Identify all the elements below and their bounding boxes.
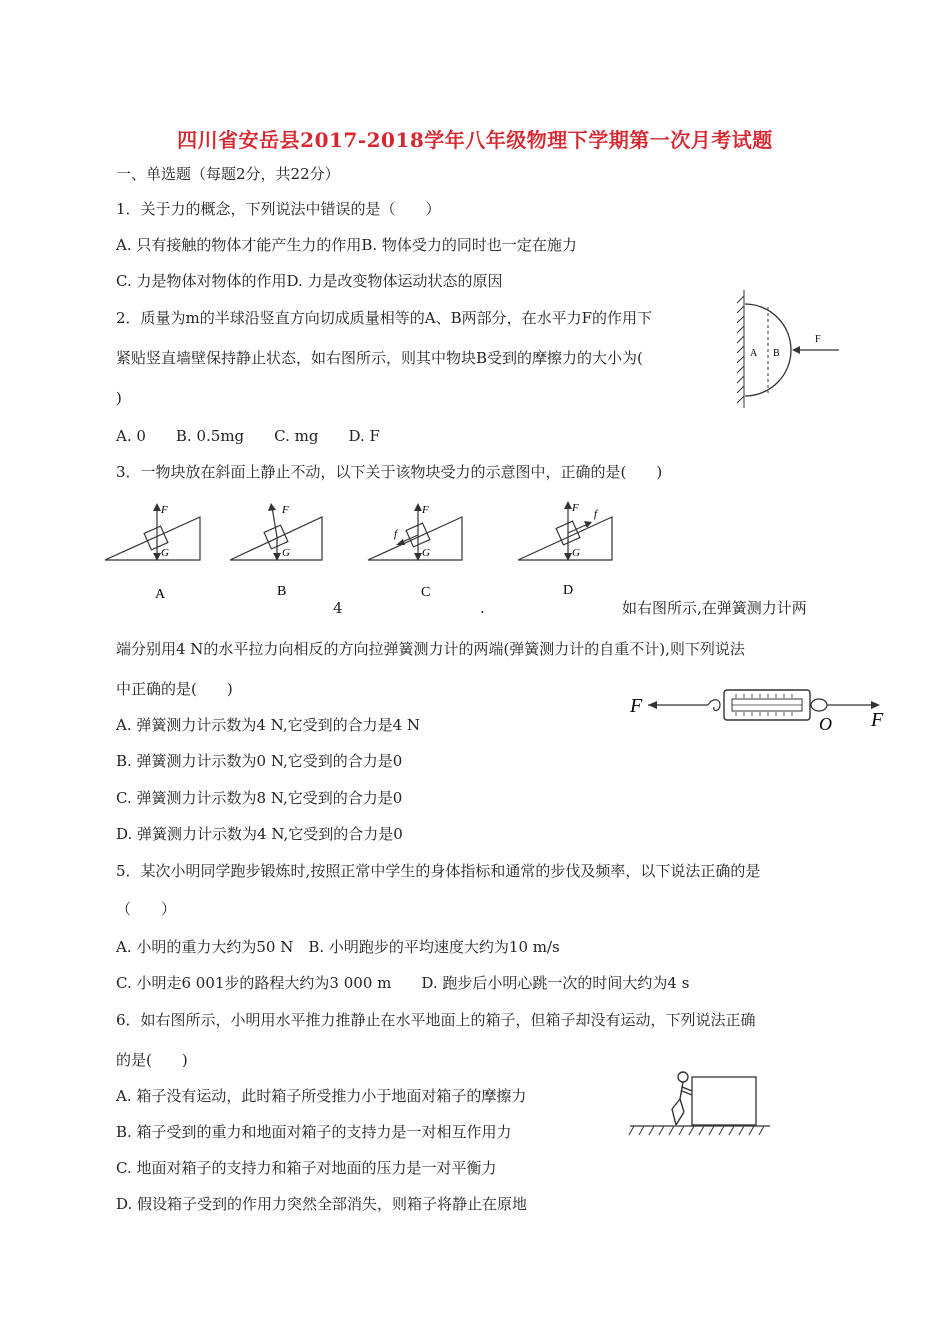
fig-b-force-1: F: [282, 504, 289, 516]
q2-hemisphere-figure: [735, 290, 843, 410]
q6-option-a: A. 箱子没有运动，此时箱子所受推力小于地面对箱子的摩擦力: [116, 1087, 527, 1105]
incline-a: [105, 507, 200, 560]
fig-c-force-1: F: [422, 504, 429, 516]
q4-stem-line2: 端分别用4 N的水平拉力向相反的方向拉弹簧测力计的两端(弹簧测力计的自重不计),则下列说法: [116, 640, 745, 658]
q6-option-b: B. 箱子受到的重力和地面对箱子的支持力是一对相互作用力: [116, 1123, 512, 1141]
fig-d-label: D: [563, 583, 574, 598]
wall-hatching: [737, 290, 744, 408]
q5-options-cd: C. 小明走6 001步的路程大约为3 000 m D. 跑步后小明心跳一次的时间大约为4 s: [116, 974, 690, 992]
fig-d-force-2: f: [594, 508, 598, 520]
left-hook: [708, 700, 720, 711]
q2-stem-line1: 2．质量为m的半球沿竖直方向切成质量相等的A、B两部分，在水平力F的作用下: [116, 309, 653, 327]
q4-dot: .: [480, 599, 485, 617]
q4-spring-scale-figure: [628, 682, 890, 736]
right-ring: [811, 699, 827, 711]
fig-a-force-1: F: [161, 504, 168, 516]
q4-option-b: B. 弹簧测力计示数为0 N,它受到的合力是0: [116, 752, 403, 770]
q5-stem-line1: 5．某次小明同学跑步锻炼时,按照正常中学生的身体指标和通常的步伐及频率，以下说法正确的是: [116, 862, 761, 880]
fig-c-label: C: [421, 585, 431, 600]
right-force-label: F: [871, 709, 884, 731]
q2-stem-line2: 紧贴竖直墙壁保持静止状态，如右图所示，则其中物块B受到的摩擦力的大小为(: [116, 349, 643, 367]
q1-options-ab: A. 只有接触的物体才能产生力的作用B. 物体受力的同时也一定在施力: [116, 236, 577, 254]
fig-c-force-2: f: [394, 528, 398, 540]
q6-option-c: C. 地面对箱子的支持力和箱子对地面的压力是一对平衡力: [116, 1159, 497, 1177]
fig-b-force-2: G: [282, 547, 290, 559]
fig-a-force-2: G: [161, 547, 169, 559]
force-f-label: F: [815, 334, 821, 345]
part-a-label: A: [750, 348, 758, 359]
fig-a-label: A: [155, 587, 166, 602]
incline-c: [368, 507, 462, 560]
q4-stem-line3: 中正确的是( ): [116, 680, 233, 698]
q4-intro: 如右图所示,在弹簧测力计两: [622, 599, 807, 617]
q2-stem-line3: ): [116, 389, 122, 407]
fig-c-force-3: G: [422, 547, 430, 559]
page-title: 四川省安岳县2017-2018学年八年级物理下学期第一次月考试题: [177, 128, 773, 152]
section-heading: 一、单选题（每题2分，共22分）: [116, 165, 340, 183]
q4-option-c: C. 弹簧测力计示数为8 N,它受到的合力是0: [116, 789, 403, 807]
q6-stem-line2: 的是( ): [116, 1051, 188, 1069]
q1-options-cd: C. 力是物体对物体的作用D. 力是改变物体运动状态的原因: [116, 272, 503, 290]
q6-option-d: D. 假设箱子受到的作用力突然全部消失，则箱子将静止在原地: [116, 1195, 528, 1213]
q2-options: A. 0 B. 0.5mg C. mg D. F: [116, 427, 380, 445]
q5-stem-line2: （ ）: [116, 900, 177, 918]
q4-option-a: A. 弹簧测力计示数为4 N,它受到的合力是4 N: [116, 716, 421, 734]
q5-options-ab: A. 小明的重力大约为50 N B. 小明跑步的平均速度大约为10 m/s: [116, 938, 560, 956]
ground-hatching: [629, 1126, 764, 1135]
q4-number: 4: [333, 599, 343, 617]
q4-option-d: D. 弹簧测力计示数为4 N,它受到的合力是0: [116, 825, 403, 843]
fig-b-label: B: [277, 584, 287, 599]
point-o-label: O: [819, 714, 832, 734]
q3-incline-figures: [100, 495, 620, 605]
person-pushing: [672, 1072, 692, 1125]
q3-stem: 3．一物块放在斜面上静止不动，以下关于该物块受力的示意图中，正确的是( ): [116, 463, 663, 481]
incline-b: [230, 507, 322, 560]
q6-stem-line1: 6．如右图所示，小明用水平推力推静止在水平地面上的箱子，但箱子却没有运动，下列说法正确: [116, 1011, 756, 1029]
part-b-label: B: [773, 348, 780, 359]
fig-d-force-1: F: [572, 502, 579, 514]
left-force-label: F: [630, 695, 643, 717]
fig-d-force-3: G: [572, 547, 580, 559]
incline-d: [518, 505, 612, 560]
box: [692, 1077, 756, 1125]
q1-stem: 1．关于力的概念，下列说法中错误的是（ ）: [116, 200, 441, 218]
q6-push-box-figure: [628, 1065, 773, 1140]
